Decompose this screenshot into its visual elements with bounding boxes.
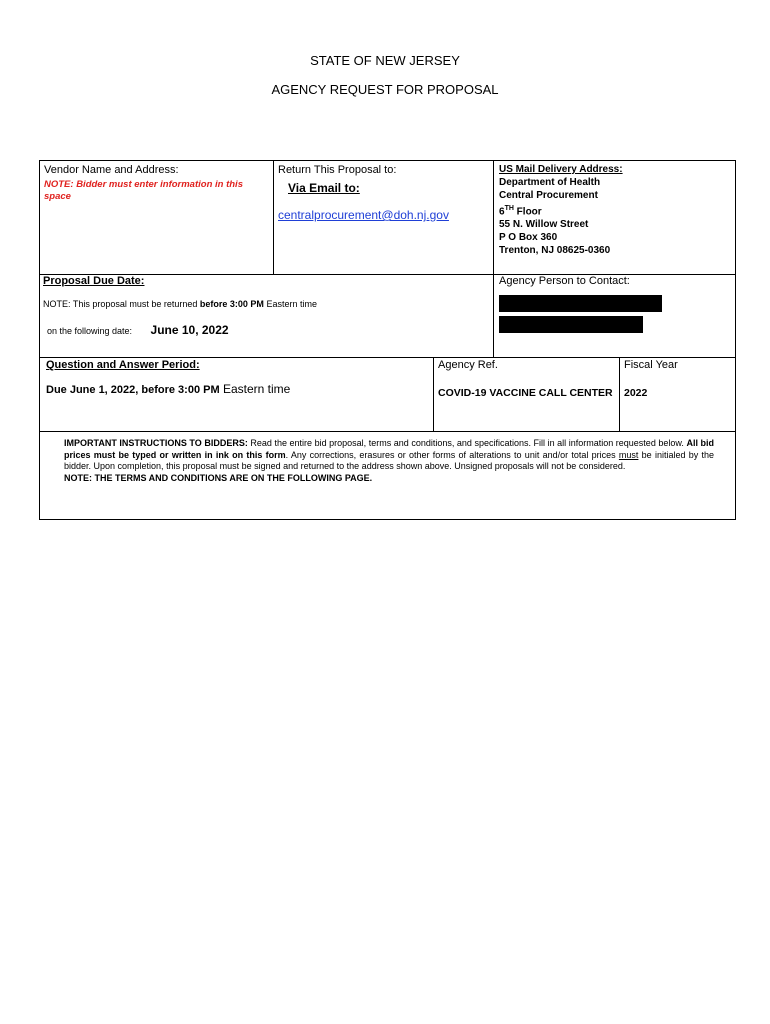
instructions-underline: must bbox=[618, 449, 639, 460]
mail-cell bbox=[499, 163, 731, 257]
floor-suffix: TH bbox=[504, 205, 514, 212]
divider bbox=[273, 161, 274, 274]
divider bbox=[40, 431, 735, 432]
return-label: Return This Proposal to: bbox=[278, 164, 397, 176]
instructions-heading: IMPORTANT INSTRUCTIONS TO BIDDERS: bbox=[64, 438, 248, 448]
due-note-pre: NOTE: This proposal must be returned bbox=[43, 299, 200, 309]
page-title-state: STATE OF NEW JERSEY bbox=[310, 53, 460, 68]
mail-line: Central Procurement bbox=[499, 190, 598, 201]
fiscal-label: Fiscal Year bbox=[624, 359, 678, 371]
instructions-bold: All bid prices must be typed or written in ink on this form bbox=[64, 438, 715, 460]
divider bbox=[40, 357, 735, 358]
agency-ref-cell bbox=[438, 359, 616, 400]
mail-line-floor bbox=[499, 202, 731, 218]
mail-line: Department of Health bbox=[499, 177, 601, 188]
due-cell bbox=[43, 275, 489, 339]
proposal-form bbox=[39, 160, 736, 520]
vendor-label: Vendor Name and Address: bbox=[44, 164, 179, 176]
due-note bbox=[43, 299, 489, 309]
redaction-bar bbox=[499, 316, 643, 333]
instructions-block bbox=[64, 438, 714, 484]
floor-number: 6 bbox=[499, 206, 505, 218]
fiscal-cell bbox=[624, 359, 732, 400]
instructions-text bbox=[64, 438, 714, 473]
due-date-row bbox=[43, 321, 489, 339]
qa-due-bold: Due June 1, 2022, before 3:00 PM bbox=[46, 384, 220, 396]
page-title-rfp: AGENCY REQUEST FOR PROPOSAL bbox=[271, 82, 499, 97]
return-method: Via Email to: bbox=[288, 181, 360, 195]
due-date-value: June 10, 2022 bbox=[150, 323, 229, 337]
qa-label: Question and Answer Period: bbox=[46, 359, 200, 371]
instructions-part: Read the entire bid proposal, terms and conditions, and specifications. Fill in all information requested below. bbox=[247, 438, 687, 448]
contact-cell bbox=[499, 275, 731, 287]
vendor-cell[interactable] bbox=[44, 164, 270, 203]
mail-line: Trenton, NJ 08625-0360 bbox=[499, 245, 611, 257]
redaction-bar bbox=[499, 295, 662, 312]
mail-line: 55 N. Willow Street bbox=[499, 219, 589, 231]
mail-label: US Mail Delivery Address: bbox=[499, 164, 623, 175]
instructions-part: be initialed by the bidder. Upon completion, this proposal must be signed and returned to the address shown above. Unsigned proposals will not be considered. bbox=[64, 449, 715, 471]
agency-ref-label: Agency Ref. bbox=[438, 359, 498, 371]
due-note-bold: before 3:00 PM bbox=[199, 299, 264, 309]
agency-ref-value: COVID-19 VACCINE CALL CENTER bbox=[438, 387, 613, 399]
divider bbox=[433, 357, 434, 431]
instructions-part: . Any corrections, erasures or other forms of alterations to unit and/or total prices bbox=[285, 449, 619, 460]
email-link[interactable]: centralprocurement@doh.nj.gov bbox=[278, 208, 449, 222]
divider bbox=[619, 357, 620, 431]
due-note-post: Eastern time bbox=[263, 299, 317, 309]
qa-due-post: Eastern time bbox=[219, 382, 291, 396]
qa-cell bbox=[46, 359, 430, 396]
vendor-note: NOTE: Bidder must enter information in this space bbox=[44, 179, 243, 202]
contact-label: Agency Person to Contact: bbox=[499, 275, 630, 287]
instructions-note: NOTE: THE TERMS AND CONDITIONS ARE ON THE FOLLOWING PAGE. bbox=[64, 472, 373, 483]
due-label: Proposal Due Date: bbox=[43, 275, 145, 287]
due-date-label: on the following date: bbox=[47, 326, 133, 336]
return-cell bbox=[278, 164, 490, 222]
mail-line: P O Box 360 bbox=[499, 232, 558, 244]
qa-due bbox=[46, 382, 430, 396]
fiscal-value: 2022 bbox=[624, 387, 648, 399]
floor-text: Floor bbox=[513, 206, 542, 218]
divider bbox=[493, 161, 494, 357]
